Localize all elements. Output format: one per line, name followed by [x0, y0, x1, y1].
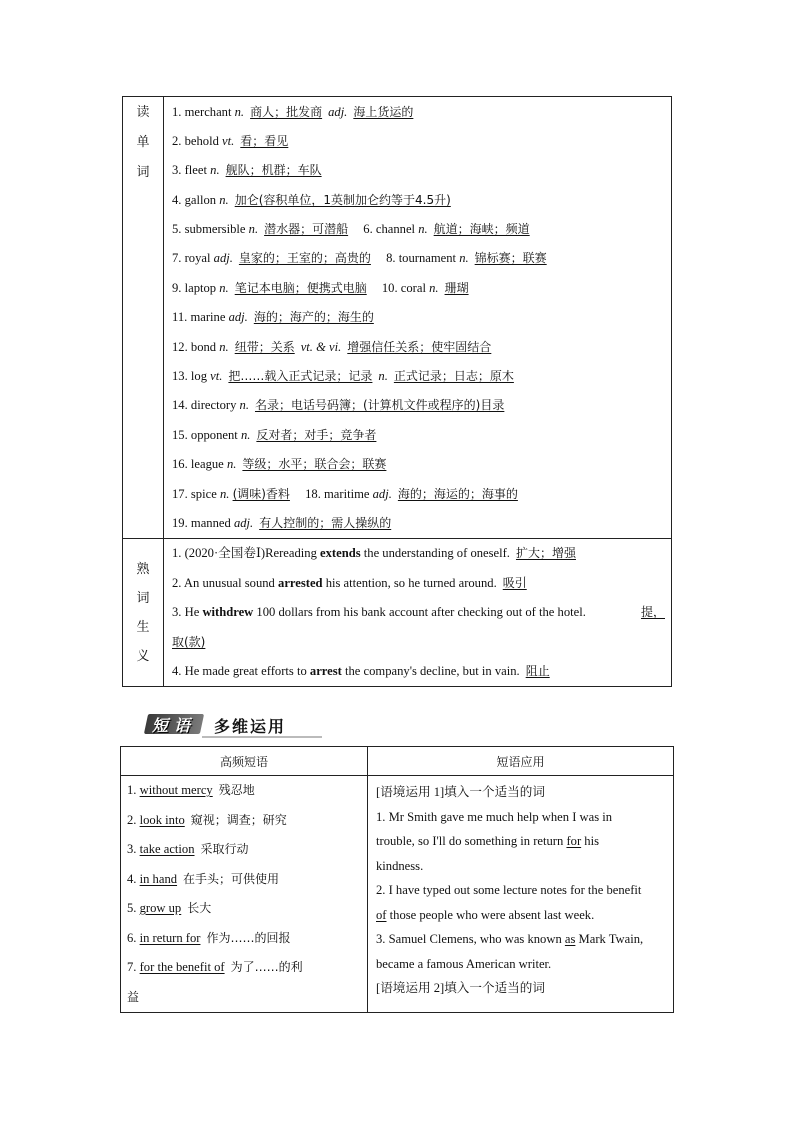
heading-underline [202, 736, 322, 738]
word-item: 9. laptop n. 笔记本电脑；便携式电脑 10. coral n. 珊瑚 [172, 280, 469, 295]
word-item: 3. fleet n. 舰队；机群；车队 [172, 163, 322, 178]
usage-item: kindness. [376, 858, 424, 873]
phrase-body-row [121, 776, 674, 1013]
phrase-table [120, 746, 674, 1013]
heading-title: 多维运用 [214, 717, 287, 736]
familiar-item: 3. He withdrew 100 dollars from his bank account after checking out of the hotel. 提， [172, 605, 665, 620]
word-item: 16. league n. 等级；水平；联合会；联赛 [172, 457, 387, 472]
usage-item: of those people who were absent last week. [376, 907, 595, 922]
word-item: 14. directory n. 名录；电话号码簿；(计算机文件或程序的)目录 [172, 398, 505, 413]
col-header-phrases: 高频短语 [121, 747, 368, 776]
vocab-read-row [123, 97, 672, 539]
word-item: 17. spice n. (调味)香料 18. maritime adj. 海的；海运的；海事的 [172, 486, 518, 501]
usage-item: 3. Samuel Clemens, who was known as Mark Twain, [376, 932, 644, 946]
label-familiar-words: 熟 词 生 义 [123, 539, 164, 687]
col-header-usage: 短语应用 [368, 747, 674, 776]
word-item: 13. log vt. 把……载入正式记录；记录 n. 正式记录；日志；原木 [172, 369, 514, 384]
word-item: 5. submersible n. 潜水器；可潜船 6. channel n. 航道；海峡；频道 [172, 222, 530, 237]
vocab-table [122, 96, 672, 687]
phrase-list [121, 776, 368, 1013]
phrase-item: 7. for the benefit of 为了……的利 [127, 960, 303, 974]
familiar-item-cont: 取(款) [172, 634, 206, 649]
familiar-item: 2. An unusual sound arrested his attention, so he turned around. 吸引 [172, 575, 527, 590]
phrase-item-cont: 益 [127, 989, 140, 1004]
usage-heading-2: [语境运用 2]填入一个适当的词 [376, 981, 545, 995]
heading-badge-text: 短语 [152, 716, 197, 735]
familiar-list [164, 539, 672, 687]
word-item: 12. bond n. 纽带；关系 vt. & vi. 增强信任关系；使牢固结合 [172, 339, 492, 354]
word-item: 2. behold vt. 看；看见 [172, 133, 289, 148]
usage-list [368, 776, 674, 1013]
label-read-words: 读 单 词 [123, 97, 164, 539]
usage-item: became a famous American writer. [376, 956, 552, 971]
phrase-item: 4. in hand 在手头；可供使用 [127, 871, 280, 886]
phrase-item: 5. grow up 长大 [127, 901, 212, 915]
word-item: 15. opponent n. 反对者；对手；竞争者 [172, 427, 377, 442]
phrase-item: 3. take action 采取行动 [127, 842, 249, 856]
vocab-familiar-row [123, 539, 672, 687]
word-item: 11. marine adj. 海的；海产的；海生的 [172, 310, 374, 325]
word-item: 7. royal adj. 皇家的；王室的；高贵的 8. tournament n. 锦标赛；联赛 [172, 251, 547, 266]
familiar-item: 4. He made great efforts to arrest the company's decline, but in vain. 阻止 [172, 663, 550, 678]
phrase-header-row [121, 747, 674, 776]
usage-heading-1: [语境运用 1]填入一个适当的词 [376, 785, 545, 799]
familiar-item: 1. (2020·全国卷Ⅰ)Rereading extends the understanding of oneself. 扩大；增强 [172, 546, 576, 561]
usage-item: 1. Mr Smith gave me much help when I was in [376, 809, 613, 824]
phrase-item: 2. look into 窥视；调查；研究 [127, 812, 287, 827]
phrase-item: 1. without mercy 残忍地 [127, 783, 255, 797]
section-heading [146, 712, 326, 738]
word-list [164, 97, 672, 539]
usage-item: trouble, so I'll do something in return for his [376, 834, 599, 848]
phrase-item: 6. in return for 作为……的回报 [127, 930, 291, 945]
usage-item: 2. I have typed out some lecture notes for the benefit [376, 883, 642, 897]
word-item: 4. gallon n. 加仑(容积单位，1英制加仑约等于4.5升) [172, 192, 451, 207]
word-item: 19. manned adj. 有人控制的；需人操纵的 [172, 515, 392, 530]
word-item: 1. merchant n. 商人；批发商 adj. 海上货运的 [172, 104, 414, 119]
